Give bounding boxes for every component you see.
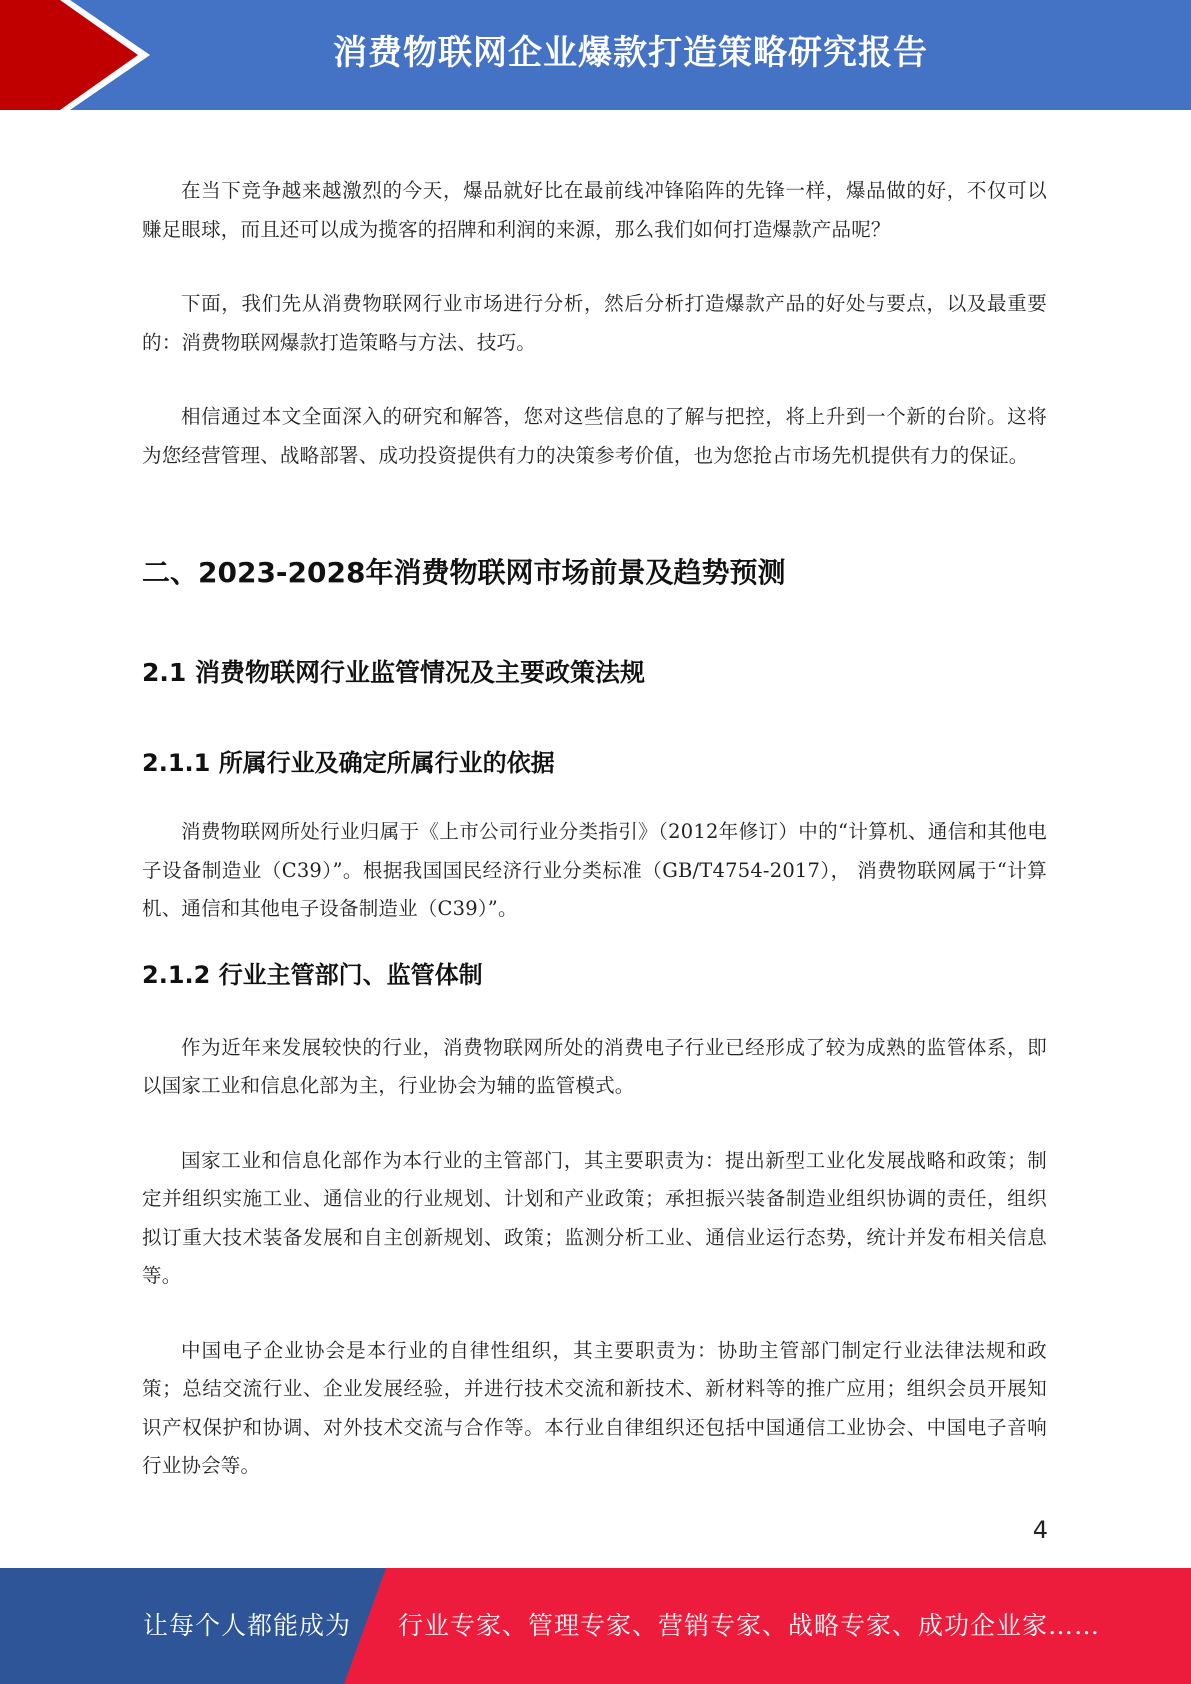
page-number: 4 — [1032, 1516, 1048, 1544]
section-2-1-2-paragraph-1: 作为近年来发展较快的行业，消费物联网所处的消费电子行业已经形成了较为成熟的监管体系，即以国家工业和信息化部为主，行业协会为辅的监管模式。 — [142, 1035, 1047, 1097]
section-2-1-2-paragraph-2: 国家工业和信息化部作为本行业的主管部门，其主要职责为：提出新型工业化发展战略和政策；制定并组织实施工业、通信业的行业规划、计划和产业政策；承担振兴装备制造业组织协调的责任，组织拟订重大技术装备发展和自主创新规划、政策；监测分析工业、通信业运行态势，统计并发布相关信息等。 — [142, 1148, 1047, 1287]
section-2-1-1-paragraph: 消费物联网所处行业归属于《上市公司行业分类指引》（2012年修订）中的“计算机、通信和其他电子设备制造业（C39）”。根据我国国民经济行业分类标准（GB/T4754-2017）， 消费物联网属于“计算机、通信和其他电子设备制造业（C39）”。 — [142, 820, 1047, 920]
footer-slogan-right: 行业专家、管理专家、营销专家、战略专家、成功企业家…… — [398, 1611, 1101, 1640]
section-2-heading: 二、2023-2028年消费物联网市场前景及趋势预测 — [142, 556, 786, 589]
intro-paragraph-3: 相信通过本文全面深入的研究和解答，您对这些信息的了解与把控，将上升到一个新的台阶。这将为您经营管理、战略部署、成功投资提供有力的决策参考价值，也为您抢占市场先机提供有力的保证。 — [142, 405, 1047, 467]
page-header — [0, 0, 1191, 110]
document-body — [142, 172, 1047, 1486]
section-2-1-heading: 2.1 消费物联网行业监管情况及主要政策法规 — [142, 658, 645, 687]
footer-slogan-left: 让每个人都能成为 — [143, 1611, 352, 1640]
header-chevron-icon — [0, 0, 160, 110]
report-title: 消费物联网企业爆款打造策略研究报告 — [333, 33, 928, 73]
page-footer — [0, 1568, 1191, 1684]
intro-paragraph-2: 下面，我们先从消费物联网行业市场进行分析，然后分析打造爆款产品的好处与要点，以及最重要的：消费物联网爆款打造策略与方法、技巧。 — [142, 292, 1047, 354]
section-2-1-2-paragraph-3: 中国电子企业协会是本行业的自律性组织，其主要职责为：协助主管部门制定行业法律法规和政策；总结交流行业、企业发展经验，并进行技术交流和新技术、新材料等的推广应用；组织会员开展知识产权保护和协调、对外技术交流与合作等。本行业自律组织还包括中国通信工业协会、中国电子音响行业协会等。 — [142, 1338, 1047, 1477]
section-2-1-2-heading: 2.1.2 行业主管部门、监管体制 — [142, 960, 483, 989]
intro-paragraph-1: 在当下竞争越来越激烈的今天，爆品就好比在最前线冲锋陷阵的先锋一样，爆品做的好，不仅可以赚足眼球，而且还可以成为揽客的招牌和利润的来源，那么我们如何打造爆款产品呢？ — [142, 179, 1047, 241]
section-2-1-1-heading: 2.1.1 所属行业及确定所属行业的依据 — [142, 749, 555, 777]
